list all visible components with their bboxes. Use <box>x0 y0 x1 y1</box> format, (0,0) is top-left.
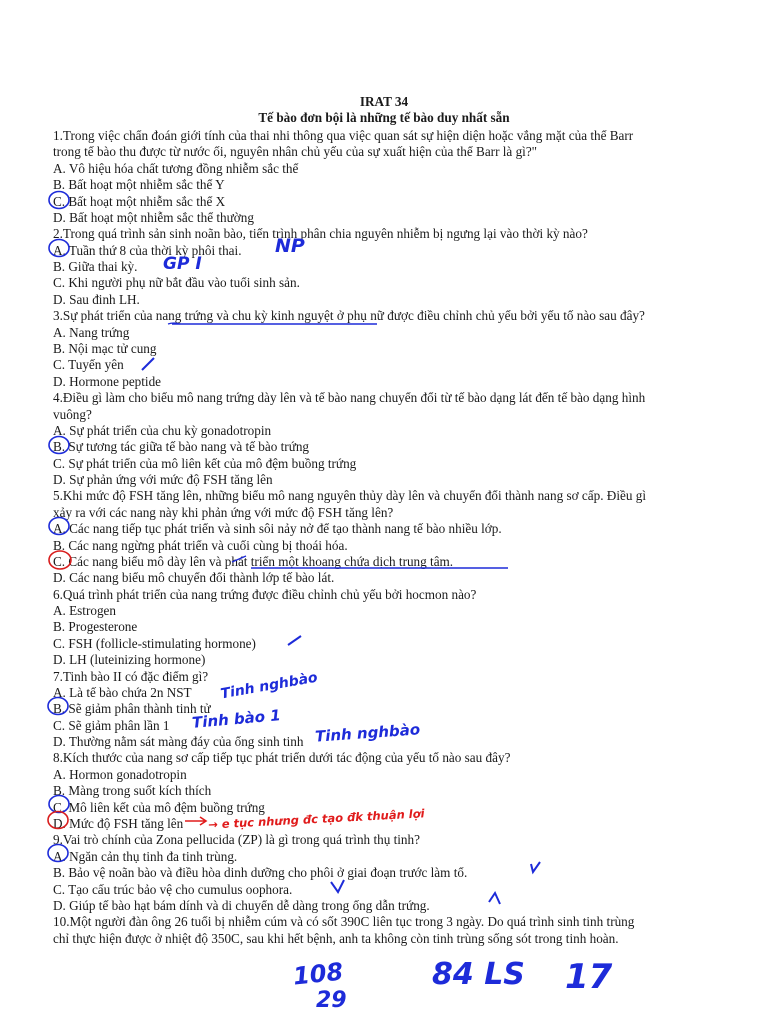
text-line: 1.Trong việc chẩn đoán giới tính của thai nhi thông qua việc quan sát sự hiện diện hoặc vắng mặt của thể Barr <box>53 128 634 143</box>
text-line: D. Sự phản ứng với mức độ FSH tăng lên <box>53 472 273 487</box>
document-title: IRAT 34 <box>359 94 409 109</box>
text-line: 7.Tinh bào II có đặc điểm gì? <box>53 668 209 684</box>
text-line: B. Sẽ giảm phân thành tinh tử <box>53 701 211 717</box>
text-line: A. Hormon gonadotropin <box>53 766 187 782</box>
text-line: A. Nang trứng <box>53 324 130 340</box>
arrow-q8 <box>185 817 206 825</box>
tick-q3-c <box>142 358 154 370</box>
tick-q6-c <box>288 636 301 645</box>
text-line: C. Sẽ giảm phân lần 1 <box>53 717 170 733</box>
text-line: 3.Sự phát triển của nang trứng và chu kỳ kinh nguyệt ở phụ nữ được điều chỉnh chủ yếu bởi yếu tố nào sau đây? <box>53 308 645 324</box>
text-line: D. Hormone peptide <box>53 373 162 389</box>
text-line: C. Bất hoạt một nhiễm sắc thể X <box>53 193 226 209</box>
note-fsh-comment: → e tục nhưng đc tạo đk thuận lợi <box>207 806 425 832</box>
text-line: A. Là tế bào chứa 2n NST <box>53 684 192 700</box>
text-line: D. Giúp tế bào hạt bám dính và di chuyển dễ dàng trong ống dẫn trứng. <box>53 897 430 913</box>
note-gp1: GP I <box>163 254 202 274</box>
text-line: B. Progesterone <box>53 619 138 635</box>
text-line: 5.Khi mức độ FSH tăng lên, những biểu mô nang nguyên thủy dày lên và chuyển đổi thành nang sơ cấp. Điều gì <box>53 488 646 504</box>
tick-q9-c <box>331 880 344 892</box>
text-line: B. Các nang ngừng phát triển và cuối cùng bị thoái hóa. <box>53 537 348 553</box>
text-line: A. Tuần thứ 8 của thời kỳ phôi thai. <box>53 242 242 258</box>
text-line: 8.Kích thước của nang sơ cấp tiếp tục phát triển dưới tác động của yếu tố nào sau đây? <box>53 750 511 766</box>
text-line: C. Sự phát triển của mô liên kết của mô đệm buồng trứng <box>53 455 357 471</box>
text-line: C. Mô liên kết của mô đệm buồng trứng <box>53 799 265 815</box>
note-108: 108 <box>291 957 345 991</box>
note-tinh-ngbao-2: Tinh nghbào <box>314 720 421 746</box>
text-line: 6.Quá trình phát triển của nang trứng được điều chỉnh chủ yếu bởi hocmon nào? <box>53 586 477 602</box>
text-line: C. Các nang biểu mô dày lên và phát triển một khoang chứa dịch trung tâm. <box>53 553 454 569</box>
note-29: 29 <box>316 988 347 1013</box>
text-line: B. Màng trong suốt kích thích <box>53 783 212 799</box>
text-line: C. Khi người phụ nữ bắt đầu vào tuổi sinh sản. <box>53 275 300 291</box>
text-line: D. Các nang biểu mô chuyển đổi thành lớp tế bào lát. <box>53 570 335 586</box>
text-line: D. Sau đinh LH. <box>53 291 140 307</box>
text-line: C. Tuyến yên <box>53 357 124 373</box>
text-line: B. Bất hoạt một nhiễm sắc thể Y <box>53 177 225 193</box>
text-line: A. Vô hiệu hóa chất tương đồng nhiễm sắc thể <box>53 160 299 176</box>
text-line: A. Các nang tiếp tục phát triển và sinh sôi nảy nở để tạo thành nang tế bào nhiều lớp. <box>53 521 502 537</box>
tick-q9-b <box>531 862 540 872</box>
text-line: C. Tạo cấu trúc bảo vệ cho cumulus oophora. <box>53 881 293 897</box>
text-line: 9.Vai trò chính của Zona pellucida (ZP) là gì trong quá trình thụ tinh? <box>53 832 420 848</box>
text-line: 2.Trong quá trình sản sinh noãn bào, tiến trình phân chia nguyên nhiễm bị ngưng lại vào thời kỳ nào? <box>53 226 588 242</box>
text-line: A. Sự phát triển của chu kỳ gonadotropin <box>53 422 272 438</box>
text-line: xảy ra với các nang này khi phản ứng với mức độ FSH tăng lên? <box>53 504 394 520</box>
text-line: chỉ thực hiện được ở nhiệt độ 350C, sau khi hết bệnh, anh ta không còn tinh trùng sống sót trong tinh hoàn. <box>53 930 619 946</box>
note-tinh-ngbao-1: Tinh nghbào <box>219 669 319 703</box>
text-line: B. Giữa thai kỳ. <box>53 259 138 274</box>
note-84ls: 84 LS <box>432 957 525 992</box>
text-line: D. Bất hoạt một nhiễm sắc thể thường <box>53 209 254 225</box>
text-line: B. Bảo vệ noãn bào và điều hòa dinh dưỡng cho phôi ở giai đoạn trước làm tổ. <box>53 865 468 881</box>
text-line: B. Nội mạc tử cung <box>53 340 157 356</box>
document-subtitle: Tế bào đơn bội là những tế bào duy nhất sẵn <box>258 110 510 125</box>
tick-q9-d <box>489 893 500 904</box>
text-line: trong tế bào thu được từ nước ối, nguyên nhân chủ yếu của sự xuất hiện của thể Barr là gì?" <box>53 144 538 160</box>
text-line: C. FSH (follicle-stimulating hormone) <box>53 635 256 651</box>
note-np: NP <box>275 235 305 257</box>
text-line: 10.Một người đàn ông 26 tuổi bị nhiễm cúm và có sốt 390C liên tục trong 3 ngày. Do quá trình sinh tinh trùng <box>53 914 635 930</box>
text-line: vuông? <box>53 406 92 422</box>
text-line: A. Estrogen <box>53 603 116 618</box>
text-line: 4.Điều gì làm cho biểu mô nang trứng dày lên và tế bào nang chuyển đổi từ tế bào dạng lát đến tế bào dạng hình <box>53 390 646 406</box>
text-line: D. LH (luteinizing hormone) <box>53 652 206 668</box>
note-tinh-bao-1: Tinh bào 1 <box>191 706 282 732</box>
text-line: A. Ngăn cản thụ tinh đa tinh trùng. <box>53 848 238 864</box>
text-line: D. Mức độ FSH tăng lên <box>53 816 184 831</box>
text-line: B. Sự tương tác giữa tế bào nang và tế bào trứng <box>53 439 310 455</box>
text-line: D. Thường nằm sát màng đáy của ống sinh tinh <box>53 734 304 750</box>
note-17: 17 <box>565 957 613 997</box>
